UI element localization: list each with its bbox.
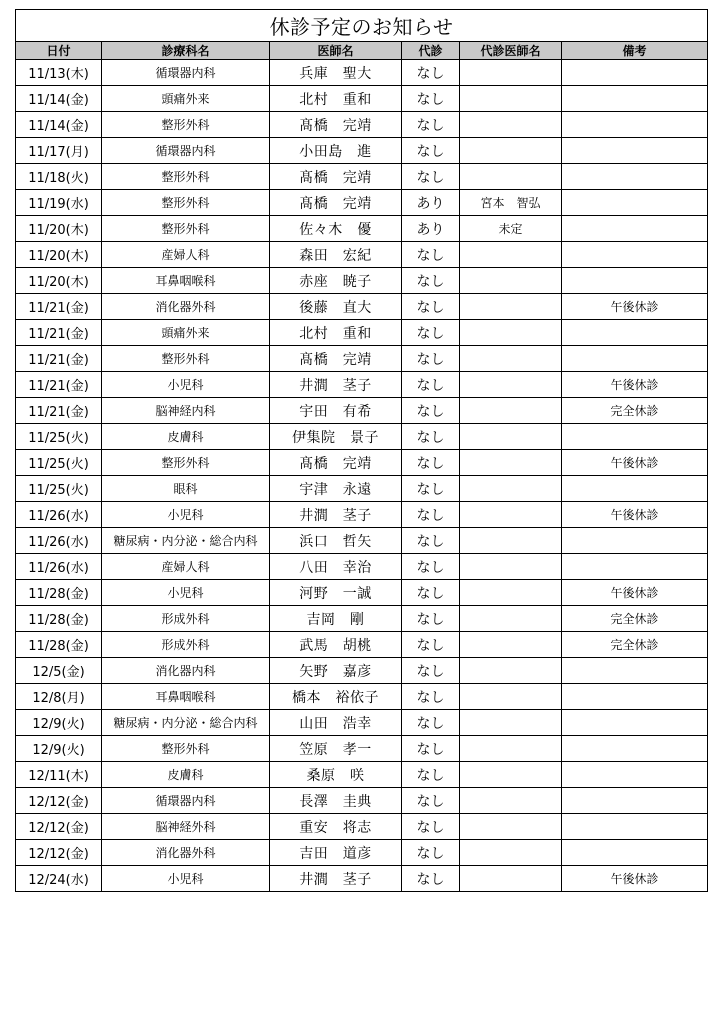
cell-substitute: なし: [402, 736, 460, 762]
table-row: [16, 268, 708, 294]
cell-doctor: 髙橋 完靖: [270, 164, 402, 190]
cell-doctor: 山田 浩幸: [270, 710, 402, 736]
table-row: [16, 762, 708, 788]
cell-substitute-doctor: [460, 814, 562, 840]
cell-substitute-doctor: [460, 554, 562, 580]
cell-doctor: 井澗 茎子: [270, 502, 402, 528]
cell-doctor: 河野 一誠: [270, 580, 402, 606]
cell-department: 糖尿病・内分泌・総合内科: [102, 528, 270, 554]
cell-doctor: 井澗 茎子: [270, 866, 402, 892]
cell-substitute: なし: [402, 60, 460, 86]
cell-substitute: なし: [402, 86, 460, 112]
cell-date: 11/19(水): [16, 190, 102, 216]
cell-remarks: [562, 424, 708, 450]
cell-doctor: 髙橋 完靖: [270, 450, 402, 476]
cell-substitute: なし: [402, 554, 460, 580]
cell-remarks: [562, 840, 708, 866]
cell-remarks: [562, 710, 708, 736]
header-date: 日付: [16, 42, 102, 60]
cell-doctor: 後藤 直大: [270, 294, 402, 320]
cell-remarks: [562, 814, 708, 840]
cell-substitute: なし: [402, 268, 460, 294]
cell-remarks: 午後休診: [562, 450, 708, 476]
cell-substitute: なし: [402, 788, 460, 814]
cell-remarks: [562, 242, 708, 268]
table-row: [16, 658, 708, 684]
cell-department: 小児科: [102, 580, 270, 606]
table-row: [16, 138, 708, 164]
cell-date: 12/8(月): [16, 684, 102, 710]
cell-date: 11/20(木): [16, 242, 102, 268]
closure-notice-sheet: [15, 9, 707, 892]
cell-date: 12/24(水): [16, 866, 102, 892]
cell-department: 整形外科: [102, 346, 270, 372]
cell-substitute-doctor: [460, 866, 562, 892]
table-row: [16, 216, 708, 242]
cell-substitute: なし: [402, 346, 460, 372]
cell-remarks: [562, 684, 708, 710]
cell-substitute: なし: [402, 528, 460, 554]
cell-date: 12/9(火): [16, 736, 102, 762]
cell-substitute: なし: [402, 398, 460, 424]
table-row: [16, 710, 708, 736]
cell-remarks: [562, 528, 708, 554]
cell-substitute: なし: [402, 424, 460, 450]
cell-substitute: なし: [402, 710, 460, 736]
cell-substitute-doctor: [460, 528, 562, 554]
cell-doctor: 小田島 進: [270, 138, 402, 164]
header-doctor: 医師名: [270, 42, 402, 60]
cell-date: 11/25(火): [16, 476, 102, 502]
cell-doctor: 吉田 道彦: [270, 840, 402, 866]
cell-substitute-doctor: [460, 346, 562, 372]
cell-department: 整形外科: [102, 190, 270, 216]
cell-department: 循環器内科: [102, 138, 270, 164]
cell-substitute: なし: [402, 606, 460, 632]
cell-date: 11/28(金): [16, 580, 102, 606]
cell-date: 12/11(木): [16, 762, 102, 788]
cell-department: 循環器内科: [102, 788, 270, 814]
cell-date: 11/20(木): [16, 216, 102, 242]
cell-remarks: 完全休診: [562, 632, 708, 658]
cell-substitute-doctor: [460, 736, 562, 762]
cell-date: 11/14(金): [16, 86, 102, 112]
cell-date: 11/21(金): [16, 294, 102, 320]
cell-department: 整形外科: [102, 736, 270, 762]
table-row: [16, 788, 708, 814]
cell-remarks: 完全休診: [562, 398, 708, 424]
cell-substitute-doctor: [460, 268, 562, 294]
cell-substitute-doctor: [460, 164, 562, 190]
table-row: [16, 476, 708, 502]
table-row: [16, 502, 708, 528]
cell-department: 産婦人科: [102, 242, 270, 268]
cell-remarks: [562, 554, 708, 580]
cell-substitute-doctor: [460, 710, 562, 736]
cell-doctor: 髙橋 完靖: [270, 112, 402, 138]
cell-date: 11/21(金): [16, 372, 102, 398]
cell-department: 小児科: [102, 372, 270, 398]
cell-department: 頭痛外来: [102, 320, 270, 346]
page-title: 休診予定のお知らせ: [16, 10, 708, 42]
cell-date: 11/21(金): [16, 320, 102, 346]
cell-doctor: 髙橋 完靖: [270, 346, 402, 372]
cell-remarks: [562, 60, 708, 86]
cell-department: 形成外科: [102, 632, 270, 658]
table-row: [16, 632, 708, 658]
cell-doctor: 宇津 永遠: [270, 476, 402, 502]
cell-date: 11/14(金): [16, 112, 102, 138]
cell-remarks: [562, 164, 708, 190]
cell-date: 11/20(木): [16, 268, 102, 294]
table-row: [16, 164, 708, 190]
cell-date: 11/26(水): [16, 554, 102, 580]
table-row: [16, 424, 708, 450]
cell-department: 形成外科: [102, 606, 270, 632]
table-row: [16, 840, 708, 866]
cell-substitute: なし: [402, 658, 460, 684]
cell-doctor: 井澗 茎子: [270, 372, 402, 398]
cell-date: 11/13(木): [16, 60, 102, 86]
cell-substitute-doctor: [460, 112, 562, 138]
cell-department: 脳神経外科: [102, 814, 270, 840]
closure-schedule-table: [15, 9, 708, 892]
cell-substitute: あり: [402, 190, 460, 216]
cell-substitute-doctor: [460, 138, 562, 164]
cell-date: 11/25(火): [16, 450, 102, 476]
cell-doctor: 北村 重和: [270, 86, 402, 112]
cell-department: 整形外科: [102, 450, 270, 476]
cell-substitute: なし: [402, 320, 460, 346]
cell-substitute: なし: [402, 866, 460, 892]
cell-doctor: 笠原 孝一: [270, 736, 402, 762]
cell-substitute-doctor: [460, 788, 562, 814]
cell-date: 11/21(金): [16, 346, 102, 372]
cell-department: 耳鼻咽喉科: [102, 268, 270, 294]
cell-substitute: なし: [402, 580, 460, 606]
cell-remarks: [562, 216, 708, 242]
table-header-row: [16, 42, 708, 60]
cell-department: 頭痛外来: [102, 86, 270, 112]
cell-substitute-doctor: [460, 502, 562, 528]
table-row: [16, 554, 708, 580]
cell-substitute: なし: [402, 294, 460, 320]
cell-doctor: 佐々木 優: [270, 216, 402, 242]
cell-doctor: 浜口 哲矢: [270, 528, 402, 554]
cell-substitute: なし: [402, 164, 460, 190]
table-row: [16, 112, 708, 138]
cell-doctor: 吉岡 剛: [270, 606, 402, 632]
cell-department: 眼科: [102, 476, 270, 502]
table-row: [16, 320, 708, 346]
cell-department: 循環器内科: [102, 60, 270, 86]
cell-substitute: なし: [402, 502, 460, 528]
cell-doctor: 八田 幸治: [270, 554, 402, 580]
cell-doctor: 兵庫 聖大: [270, 60, 402, 86]
cell-date: 12/5(金): [16, 658, 102, 684]
header-substitute-doctor: 代診医師名: [460, 42, 562, 60]
cell-department: 脳神経内科: [102, 398, 270, 424]
cell-substitute-doctor: [460, 86, 562, 112]
cell-remarks: [562, 112, 708, 138]
cell-department: 消化器外科: [102, 840, 270, 866]
cell-date: 11/18(火): [16, 164, 102, 190]
cell-remarks: [562, 476, 708, 502]
table-row: [16, 528, 708, 554]
cell-substitute-doctor: [460, 580, 562, 606]
cell-date: 11/26(水): [16, 502, 102, 528]
cell-remarks: [562, 346, 708, 372]
cell-doctor: 伊集院 景子: [270, 424, 402, 450]
cell-date: 12/12(金): [16, 788, 102, 814]
cell-remarks: [562, 736, 708, 762]
cell-remarks: [562, 320, 708, 346]
cell-department: 産婦人科: [102, 554, 270, 580]
table-row: [16, 736, 708, 762]
cell-doctor: 桑原 咲: [270, 762, 402, 788]
cell-substitute: あり: [402, 216, 460, 242]
cell-doctor: 宇田 有希: [270, 398, 402, 424]
cell-substitute-doctor: [460, 450, 562, 476]
cell-department: 消化器外科: [102, 294, 270, 320]
cell-department: 整形外科: [102, 164, 270, 190]
table-row: [16, 86, 708, 112]
table-row: [16, 60, 708, 86]
cell-substitute: なし: [402, 450, 460, 476]
cell-substitute-doctor: [460, 762, 562, 788]
cell-substitute-doctor: [460, 424, 562, 450]
cell-substitute-doctor: [460, 294, 562, 320]
cell-substitute-doctor: [460, 840, 562, 866]
table-row: [16, 294, 708, 320]
cell-date: 11/28(金): [16, 606, 102, 632]
cell-date: 11/21(金): [16, 398, 102, 424]
cell-remarks: [562, 190, 708, 216]
cell-doctor: 長澤 圭典: [270, 788, 402, 814]
cell-doctor: 橋本 裕依子: [270, 684, 402, 710]
cell-doctor: 北村 重和: [270, 320, 402, 346]
cell-department: 整形外科: [102, 216, 270, 242]
cell-substitute-doctor: [460, 242, 562, 268]
table-row: [16, 372, 708, 398]
cell-remarks: [562, 762, 708, 788]
cell-substitute-doctor: 宮本 智弘: [460, 190, 562, 216]
cell-remarks: [562, 788, 708, 814]
cell-substitute-doctor: [460, 632, 562, 658]
cell-remarks: [562, 658, 708, 684]
cell-department: 小児科: [102, 866, 270, 892]
header-remarks: 備考: [562, 42, 708, 60]
cell-substitute: なし: [402, 476, 460, 502]
cell-doctor: 赤座 暁子: [270, 268, 402, 294]
cell-remarks: [562, 86, 708, 112]
cell-remarks: 午後休診: [562, 502, 708, 528]
table-row: [16, 866, 708, 892]
table-row: [16, 580, 708, 606]
cell-remarks: 完全休診: [562, 606, 708, 632]
table-row: [16, 242, 708, 268]
cell-substitute: なし: [402, 840, 460, 866]
cell-remarks: 午後休診: [562, 580, 708, 606]
header-substitute: 代診: [402, 42, 460, 60]
cell-date: 11/25(火): [16, 424, 102, 450]
cell-doctor: 森田 宏紀: [270, 242, 402, 268]
cell-substitute: なし: [402, 762, 460, 788]
table-row: [16, 346, 708, 372]
cell-substitute: なし: [402, 814, 460, 840]
cell-substitute: なし: [402, 632, 460, 658]
cell-substitute: なし: [402, 242, 460, 268]
cell-department: 皮膚科: [102, 424, 270, 450]
cell-substitute-doctor: 未定: [460, 216, 562, 242]
cell-remarks: 午後休診: [562, 372, 708, 398]
cell-substitute-doctor: [460, 398, 562, 424]
cell-date: 11/28(金): [16, 632, 102, 658]
cell-doctor: 重安 将志: [270, 814, 402, 840]
table-row: [16, 450, 708, 476]
cell-substitute: なし: [402, 112, 460, 138]
cell-substitute: なし: [402, 372, 460, 398]
cell-doctor: 矢野 嘉彦: [270, 658, 402, 684]
table-body: [16, 60, 708, 892]
cell-department: 糖尿病・内分泌・総合内科: [102, 710, 270, 736]
table-row: [16, 398, 708, 424]
table-row: [16, 814, 708, 840]
cell-doctor: 髙橋 完靖: [270, 190, 402, 216]
cell-date: 12/9(火): [16, 710, 102, 736]
cell-department: 皮膚科: [102, 762, 270, 788]
cell-date: 12/12(金): [16, 840, 102, 866]
table-row: [16, 684, 708, 710]
cell-doctor: 武馬 胡桃: [270, 632, 402, 658]
cell-department: 整形外科: [102, 112, 270, 138]
cell-date: 12/12(金): [16, 814, 102, 840]
cell-substitute: なし: [402, 138, 460, 164]
cell-substitute-doctor: [460, 372, 562, 398]
cell-substitute: なし: [402, 684, 460, 710]
cell-department: 耳鼻咽喉科: [102, 684, 270, 710]
cell-department: 小児科: [102, 502, 270, 528]
cell-date: 11/26(水): [16, 528, 102, 554]
cell-substitute-doctor: [460, 684, 562, 710]
cell-department: 消化器内科: [102, 658, 270, 684]
cell-date: 11/17(月): [16, 138, 102, 164]
cell-remarks: 午後休診: [562, 294, 708, 320]
cell-substitute-doctor: [460, 606, 562, 632]
cell-substitute-doctor: [460, 476, 562, 502]
cell-remarks: [562, 268, 708, 294]
cell-remarks: [562, 138, 708, 164]
cell-remarks: 午後休診: [562, 866, 708, 892]
cell-substitute-doctor: [460, 658, 562, 684]
cell-substitute-doctor: [460, 320, 562, 346]
header-department: 診療科名: [102, 42, 270, 60]
table-row: [16, 606, 708, 632]
table-row: [16, 190, 708, 216]
cell-substitute-doctor: [460, 60, 562, 86]
